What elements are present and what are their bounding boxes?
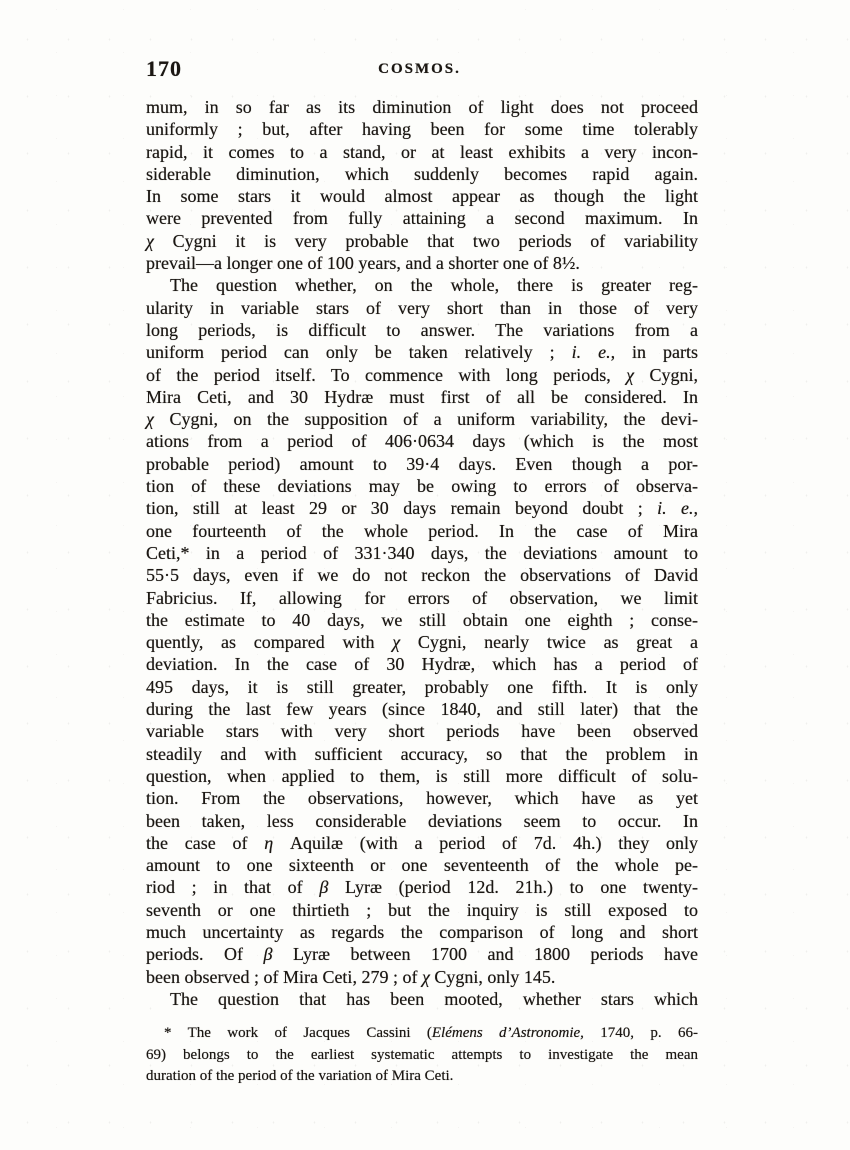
text-run: been taken, less considerable deviations seem to occur. In	[146, 810, 698, 831]
text-run-italic: β	[263, 944, 273, 965]
text-run-italic: χ	[392, 632, 401, 653]
text-run: probable period) amount to 39·4 days. Even though a por-	[146, 453, 698, 474]
text-run: 55·5 days, even if we do not reckon the observations of David	[146, 565, 698, 586]
text-line	[146, 720, 698, 742]
text-run-italic: χ	[146, 230, 154, 251]
text-line	[146, 207, 698, 229]
text-run: siderable diminution, which suddenly becomes rapid again.	[146, 163, 698, 184]
text-run-italic: χ	[146, 409, 154, 430]
text-line	[146, 587, 698, 609]
text-line	[146, 988, 698, 1010]
text-run: 69) belongs to the earliest systematic attempts to investigate the mean	[146, 1046, 698, 1063]
text-run: quently, as compared with	[146, 632, 393, 653]
text-line	[146, 653, 698, 675]
text-run: The question that has been mooted, whether stars which	[170, 988, 698, 1009]
text-run-italic: i. e.,	[657, 498, 698, 519]
text-line	[146, 876, 698, 898]
text-run: Aquilæ (with a period of 7d. 4h.) they only	[273, 832, 698, 853]
text-line	[146, 163, 698, 185]
text-line	[146, 810, 698, 832]
text-run: Cygni it is very probable that two periods of variability	[153, 230, 698, 251]
text-run: Ceti,* in a period of 331·340 days, the deviations amount to	[146, 542, 698, 563]
text-line	[146, 609, 698, 631]
text-line	[146, 230, 698, 252]
text-run: in parts	[615, 342, 698, 363]
text-line	[146, 765, 698, 787]
text-run: riod ; in that of	[146, 877, 320, 898]
text-line	[146, 274, 698, 296]
text-run: tion. From the observations, however, which have as yet	[146, 788, 698, 809]
text-run: tion, still at least 29 or 30 days remain beyond doubt ;	[146, 498, 658, 519]
text-line	[146, 453, 698, 475]
text-run: rapid, it comes to a stand, or at least exhibits a very incon-	[146, 141, 698, 162]
text-line	[146, 542, 698, 564]
text-line	[146, 430, 698, 452]
text-block	[146, 56, 698, 1087]
text-run: variable stars with very short periods have been observed	[146, 721, 698, 742]
text-run-italic: χ	[626, 364, 635, 385]
text-run-italic: Elémens d’Astronomie,	[431, 1025, 584, 1042]
text-line	[146, 141, 698, 163]
text-run: mum, in so far as its diminution of light does not proceed	[146, 97, 698, 117]
text-run: been observed ; of Mira Ceti, 279 ; of	[146, 966, 422, 987]
text-run: question, when applied to them, is still more difficult of solu-	[146, 765, 698, 786]
text-run: Fabricius. If, allowing for errors of observation, we limit	[146, 587, 698, 608]
text-run: the estimate to 40 days, we still obtain one eighth ; conse-	[146, 609, 698, 630]
text-run: Cygni, on the supposition of a uniform variability, the devi-	[153, 409, 698, 430]
text-line	[146, 966, 698, 988]
text-run: during the last few years (since 1840, and still later) that the	[146, 699, 698, 720]
text-run: uniform period can only be taken relatively ;	[146, 342, 572, 363]
text-run: deviation. In the case of 30 Hydræ, which has a period of	[146, 654, 698, 675]
text-run: the case of	[146, 832, 265, 853]
text-run: prevail—a longer one of 100 years, and a shorter one of 8½.	[146, 253, 580, 274]
text-line	[146, 899, 698, 921]
body-text	[146, 96, 698, 1010]
text-run: Mira Ceti, and 30 Hydræ must first of all be considered. In	[146, 386, 698, 407]
page-number: 170	[146, 56, 182, 81]
text-run: Cygni, nearly twice as great a	[400, 632, 698, 653]
text-line	[146, 408, 698, 430]
text-line	[146, 341, 698, 363]
text-run: much uncertainty as regards the comparison of long and short	[146, 921, 698, 942]
text-run: amount to one sixteenth or one seventeenth of the whole pe-	[146, 855, 698, 876]
text-line	[146, 743, 698, 765]
text-line	[146, 475, 698, 497]
text-run: duration of the period of the variation of Mira Ceti.	[146, 1067, 454, 1084]
text-line	[146, 854, 698, 876]
text-run: The question whether, on the whole, there is greater reg-	[170, 275, 698, 296]
text-run: of the period itself. To commence with long periods,	[146, 364, 627, 385]
text-line	[146, 1066, 698, 1087]
running-head: COSMOS.	[378, 61, 461, 77]
text-run: seventh or one thirtieth ; but the inquiry is still exposed to	[146, 899, 698, 920]
text-line	[146, 386, 698, 408]
text-line	[146, 921, 698, 943]
text-run: one fourteenth of the whole period. In the case of Mira	[146, 520, 698, 541]
text-line	[146, 185, 698, 207]
text-run: were prevented from fully attaining a second maximum. In	[146, 208, 698, 229]
text-line	[146, 364, 698, 386]
text-line	[146, 96, 698, 118]
text-run: periods. Of	[146, 944, 264, 965]
text-line	[146, 698, 698, 720]
text-run: steadily and with sufficient accuracy, so that the problem in	[146, 743, 698, 764]
text-run: Cygni,	[634, 364, 698, 385]
text-run-italic: i. e.,	[571, 342, 616, 363]
text-run: 495 days, it is still greater, probably one fifth. It is only	[146, 676, 698, 697]
text-run: ations from a period of 406·0634 days (which is the most	[146, 431, 698, 452]
text-line	[146, 118, 698, 140]
page-header	[146, 56, 698, 82]
text-line	[146, 787, 698, 809]
text-run: Lyræ between 1700 and 1800 periods have	[272, 944, 698, 965]
text-run: Lyræ (period 12d. 21h.) to one twenty-	[328, 877, 698, 898]
text-run: uniformly ; but, after having been for some time tolerably	[146, 119, 698, 140]
text-line	[146, 520, 698, 542]
text-run: long periods, is difficult to answer. The variations from a	[146, 319, 698, 340]
text-run-italic: η	[264, 832, 274, 853]
text-line	[146, 497, 698, 519]
text-run: Cygni, only 145.	[429, 966, 556, 987]
text-line	[146, 564, 698, 586]
text-run-italic: χ	[421, 966, 430, 987]
text-run: tion of these deviations may be owing to errors of observa-	[146, 476, 698, 497]
text-line	[146, 832, 698, 854]
text-line	[146, 943, 698, 965]
text-run: In some stars it would almost appear as though the light	[146, 186, 698, 207]
text-line	[146, 319, 698, 341]
text-line	[146, 676, 698, 698]
footnote	[146, 1023, 698, 1087]
text-run: 1740, p. 66-	[583, 1025, 698, 1042]
text-line	[146, 1045, 698, 1066]
text-run: ularity in variable stars of very short than in those of very	[146, 297, 698, 318]
text-run: * The work of Jacques Cassini (	[164, 1025, 432, 1042]
text-run-italic: β	[319, 877, 329, 898]
text-line	[146, 631, 698, 653]
text-line	[146, 1023, 698, 1044]
text-line	[146, 252, 698, 274]
text-line	[146, 297, 698, 319]
